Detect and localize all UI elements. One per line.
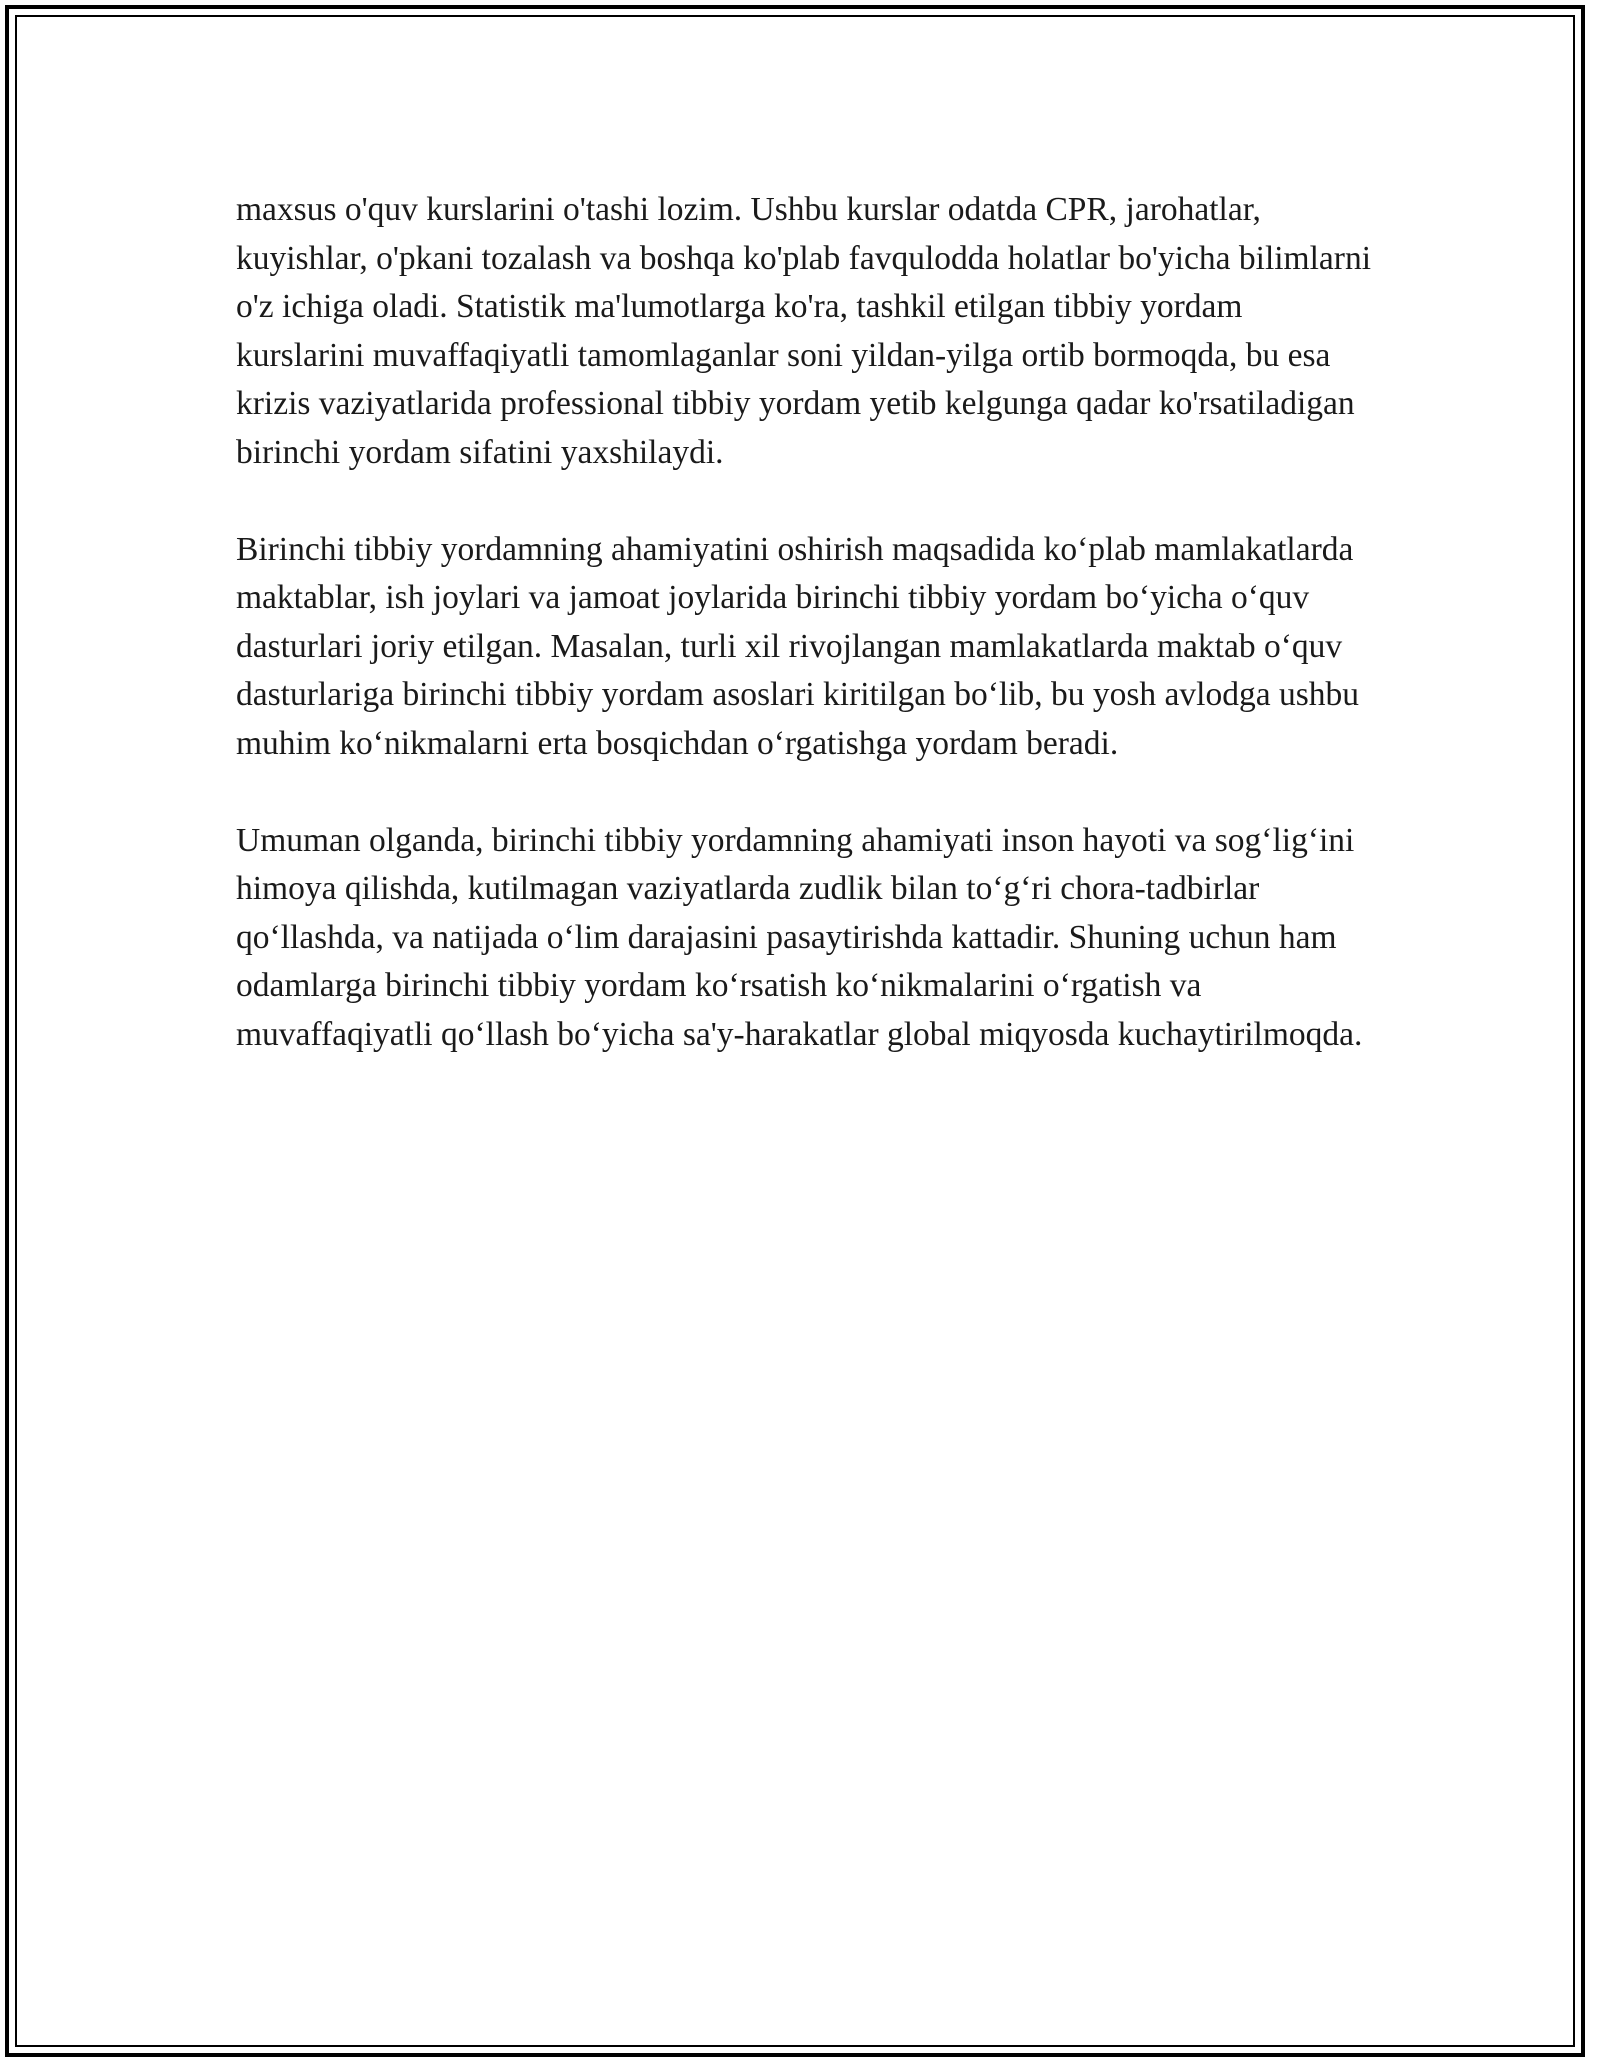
paragraph-2: Birinchi tibbiy yordamning ahamiyatini oshirish maqsadida koʻplab mamlakatlarda maktablar, ish joylari va jamoat joylarida birinchi tibbiy yordam boʻyicha oʻquv dasturlari joriy etilgan. Masalan, turli xil rivojlangan mamlakatlarda maktab oʻquv dasturlariga birinchi tibbiy yordam asoslari kiritilgan boʻlib, bu yosh avlodga ushbu muhim koʻnikmalarni erta bosqichdan oʻrgatishga yordam beradi.	[236, 530, 1359, 762]
paragraph-1: maxsus o'quv kurslarini o'tashi lozim. Ushbu kurslar odatda CPR, jarohatlar, kuyishlar, o'pkani tozalash va boshqa ko'plab favqulodda holatlar bo'yicha bilimlarni o'z ichiga oladi. Statistik ma'lumotlarga ko'ra, tashkil etilgan tibbiy yordam kurslarini muvaffaqiyatli tamomlaganlar soni yildan-yilga ortib bormoqda, bu esa krizis vaziyatlarida professional tibbiy yordam yetib kelgunga qadar ko'rsatiladigan birinchi yordam sifatini yaxshilaydi.	[236, 191, 1372, 471]
paragraph-3: Umuman olganda, birinchi tibbiy yordamning ahamiyati inson hayoti va sogʻligʻini himoya qilishda, kutilmagan vaziyatlarda zudlik bilan toʻgʻri chora-tadbirlar qoʻllashda, va natijada oʻlim darajasini pasaytirishda kattadir. Shuning uchun ham odamlarga birinchi tibbiy yordam koʻrsatish koʻnikmalarini oʻrgatish va muvaffaqiyatli qoʻllash boʻyicha sa'y-harakatlar global miqyosda kuchaytirilmoqda.	[236, 821, 1363, 1053]
document-body	[236, 186, 1376, 1108]
